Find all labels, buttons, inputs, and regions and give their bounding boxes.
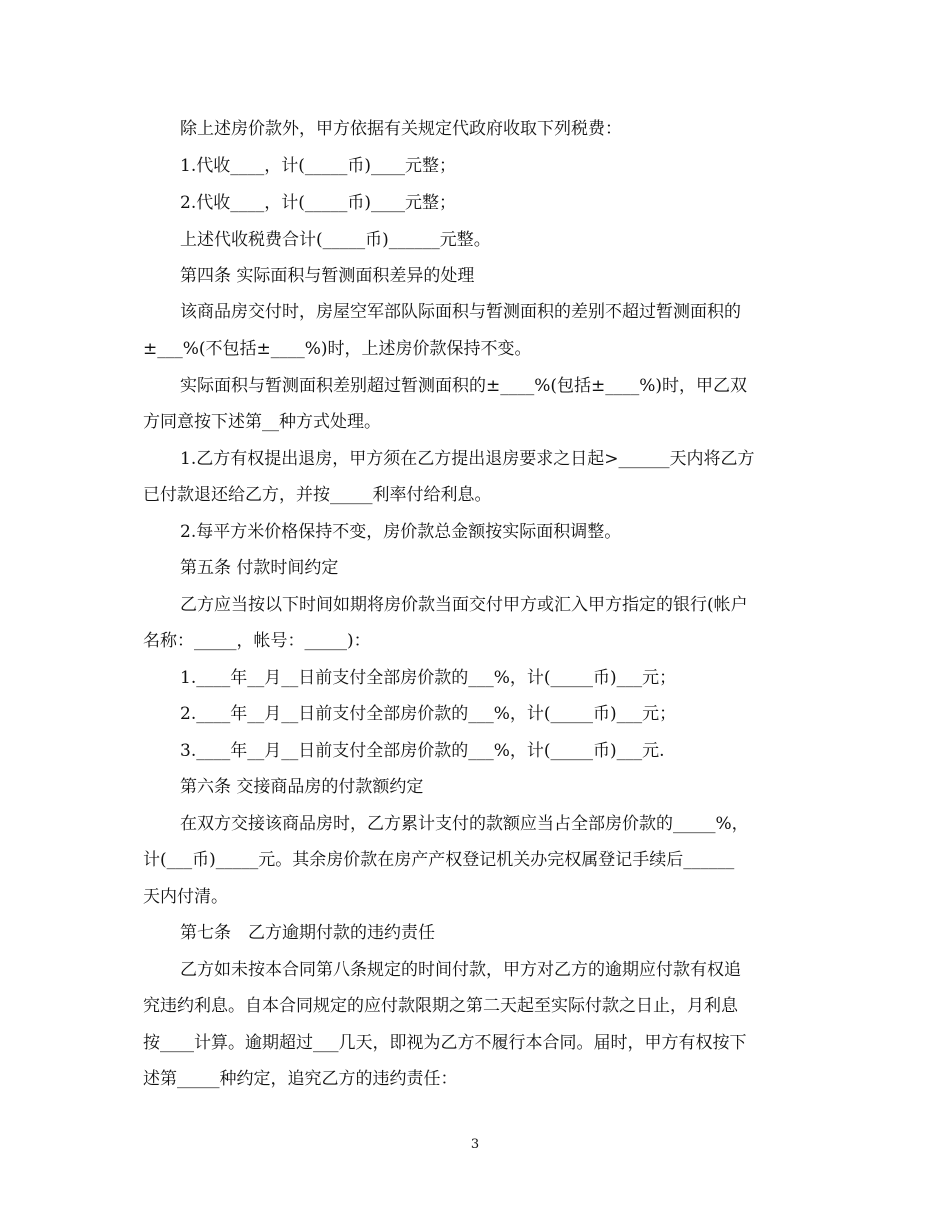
page-number: 3	[470, 1137, 480, 1152]
section-heading-article-7: 第七条 乙方逾期付款的违约责任	[180, 923, 435, 943]
list-item-tax-1: 1.代收____，计(_____币)____元整；	[180, 156, 456, 176]
paragraph-area-diff-line-1: 实际面积与暂测面积差别超过暂测面积的±____%(包括±____%)时，甲乙双	[180, 376, 748, 396]
list-item-refund-line-2: 已付款退还给乙方，并按_____利率付给利息。	[143, 485, 492, 505]
paragraph-payment-line-2: 名称：_____，帐号：_____)：	[143, 631, 371, 651]
list-item-payment-3: 3.____年__月__日前支付全部房价款的___%，计(_____币)___元.	[180, 741, 665, 761]
paragraph-tax-intro: 除上述房价款外，甲方依据有关规定代政府收取下列税费：	[180, 119, 622, 139]
list-item-payment-1: 1.____年__月__日前支付全部房价款的___%，计(_____币)___元；	[180, 668, 677, 688]
paragraph-area-line-2: ±___%(不包括±____%)时，上述房价款保持不变。	[143, 339, 532, 359]
list-item-refund-line-1: 1.乙方有权提出退房，甲方须在乙方提出退房要求之日起>______天内将乙方	[180, 449, 755, 469]
paragraph-handover-line-2: 计(___币)_____元。其余房价款在房产产权登记机关办完权属登记手续后______	[143, 850, 735, 870]
section-heading-article-6: 第六条 交接商品房的付款额约定	[180, 777, 424, 797]
list-item-price-adjust: 2.每平方米价格保持不变，房价款总金额按实际面积调整。	[180, 522, 622, 542]
section-heading-article-5: 第五条 付款时间约定	[180, 558, 339, 578]
paragraph-handover-line-3: 天内付清。	[143, 887, 228, 907]
paragraph-default-line-2: 究违约利息。自本合同规定的应付款限期之第二天起至实际付款之日止，月利息	[143, 996, 738, 1016]
paragraph-default-line-3: 按____计算。逾期超过___几天，即视为乙方不履行本合同。届时，甲方有权按下	[143, 1033, 747, 1053]
list-item-tax-2: 2.代收____，计(_____币)____元整；	[180, 193, 456, 213]
paragraph-default-line-4: 述第_____种约定，追究乙方的违约责任：	[143, 1069, 458, 1089]
paragraph-handover-line-1: 在双方交接该商品房时，乙方累计支付的款额应当占全部房价款的_____%，	[180, 814, 749, 834]
paragraph-tax-total: 上述代收税费合计(_____币)______元整。	[180, 230, 491, 250]
list-item-payment-2: 2.____年__月__日前支付全部房价款的___%，计(_____币)___元；	[180, 704, 677, 724]
paragraph-default-line-1: 乙方如未按本合同第八条规定的时间付款，甲方对乙方的逾期应付款有权追	[180, 960, 741, 980]
paragraph-area-line-1: 该商品房交付时，房屋空军部队际面积与暂测面积的差别不超过暂测面积的	[180, 302, 741, 322]
paragraph-area-diff-line-2: 方同意按下述第__种方式处理。	[143, 412, 381, 432]
section-heading-article-4: 第四条 实际面积与暂测面积差异的处理	[180, 266, 475, 286]
paragraph-payment-line-1: 乙方应当按以下时间如期将房价款当面交付甲方或汇入甲方指定的银行(帐户	[180, 595, 748, 615]
